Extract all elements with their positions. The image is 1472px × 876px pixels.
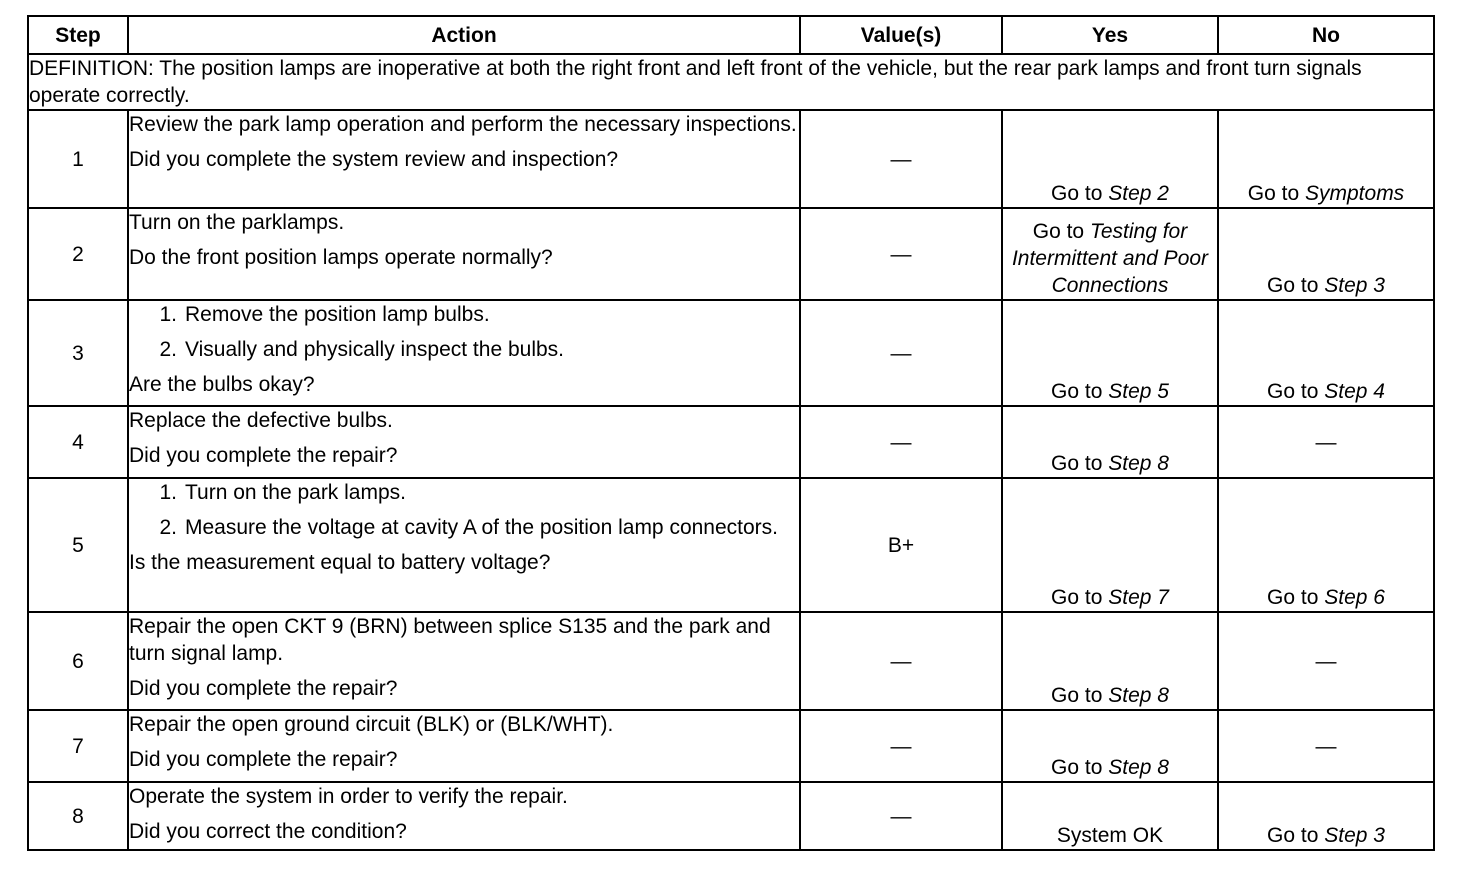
table-row bbox=[28, 406, 1434, 478]
header-yes: Yes bbox=[1002, 16, 1218, 54]
no-prefix: Go to bbox=[1267, 274, 1325, 297]
yes-cell bbox=[1002, 710, 1218, 782]
value-cell: — bbox=[800, 300, 1002, 406]
value-cell: — bbox=[800, 208, 1002, 300]
value-cell: — bbox=[800, 612, 1002, 710]
action-question: Are the bulbs okay? bbox=[129, 373, 315, 396]
substep-item bbox=[129, 336, 799, 363]
yes-reference: Step 8 bbox=[1108, 756, 1169, 779]
table-row bbox=[28, 110, 1434, 208]
table-row bbox=[28, 478, 1434, 612]
table-row bbox=[28, 612, 1434, 710]
value-cell: — bbox=[800, 406, 1002, 478]
substep-item bbox=[129, 301, 799, 328]
yes-prefix: Go to bbox=[1051, 380, 1109, 403]
no-cell bbox=[1218, 110, 1434, 208]
table-row bbox=[28, 300, 1434, 406]
substep-number: 1. bbox=[159, 481, 177, 504]
value-cell: — bbox=[800, 710, 1002, 782]
no-reference: Step 3 bbox=[1324, 824, 1385, 847]
table-row bbox=[28, 208, 1434, 300]
substep-number: 1. bbox=[159, 303, 177, 326]
yes-reference: Step 8 bbox=[1108, 684, 1169, 707]
action-cell bbox=[128, 208, 800, 300]
yes-prefix: Go to bbox=[1051, 756, 1109, 779]
no-cell: — bbox=[1218, 406, 1434, 478]
substep-item bbox=[129, 479, 799, 506]
action-text: Operate the system in order to verify the repair. bbox=[129, 785, 568, 808]
substep-number: 2. bbox=[159, 338, 177, 361]
step-number: 4 bbox=[28, 406, 128, 478]
yes-prefix: Go to bbox=[1032, 220, 1090, 243]
header-values: Value(s) bbox=[800, 16, 1002, 54]
action-text: Repair the open CKT 9 (BRN) between splice S135 and the park and turn signal lamp. bbox=[129, 615, 771, 665]
yes-cell bbox=[1002, 300, 1218, 406]
step-number: 1 bbox=[28, 110, 128, 208]
action-cell bbox=[128, 110, 800, 208]
no-reference: Step 6 bbox=[1324, 586, 1385, 609]
substep-item bbox=[129, 514, 799, 541]
definition-text: DEFINITION: The position lamps are inoperative at both the right front and left front of the vehicle, but the rear park lamps and front turn signals operate correctly. bbox=[28, 54, 1434, 110]
yes-cell bbox=[1002, 208, 1218, 300]
yes-cell bbox=[1002, 110, 1218, 208]
header-step: Step bbox=[28, 16, 128, 54]
yes-prefix: Go to bbox=[1051, 452, 1109, 475]
no-reference: Step 4 bbox=[1324, 380, 1385, 403]
action-text: Turn on the parklamps. bbox=[129, 211, 345, 234]
action-cell bbox=[128, 710, 800, 782]
step-number: 5 bbox=[28, 478, 128, 612]
action-question: Did you complete the repair? bbox=[129, 444, 398, 467]
yes-reference: Step 7 bbox=[1108, 586, 1169, 609]
header-action: Action bbox=[128, 16, 800, 54]
substep-text: Visually and physically inspect the bulbs. bbox=[185, 338, 564, 361]
substep-text: Turn on the park lamps. bbox=[185, 481, 406, 504]
step-number: 8 bbox=[28, 782, 128, 850]
no-cell: — bbox=[1218, 710, 1434, 782]
action-question: Did you complete the repair? bbox=[129, 748, 398, 771]
action-question: Do the front position lamps operate normally? bbox=[129, 246, 553, 269]
no-cell bbox=[1218, 782, 1434, 850]
diagnostic-table bbox=[27, 15, 1435, 851]
action-cell bbox=[128, 300, 800, 406]
yes-reference: Step 5 bbox=[1108, 380, 1169, 403]
yes-cell bbox=[1002, 478, 1218, 612]
action-question: Did you complete the system review and inspection? bbox=[129, 148, 619, 171]
yes-reference: Testing for Intermittent and Poor Connections bbox=[1011, 220, 1209, 297]
action-question: Did you complete the repair? bbox=[129, 677, 398, 700]
header-no: No bbox=[1218, 16, 1434, 54]
action-text: Replace the defective bulbs. bbox=[129, 409, 393, 432]
yes-reference: Step 2 bbox=[1108, 182, 1169, 205]
yes-prefix: Go to bbox=[1051, 586, 1109, 609]
no-cell bbox=[1218, 208, 1434, 300]
action-cell bbox=[128, 612, 800, 710]
yes-cell bbox=[1002, 406, 1218, 478]
no-reference: Step 3 bbox=[1324, 274, 1385, 297]
substep-list bbox=[129, 301, 799, 363]
definition-row bbox=[28, 54, 1434, 110]
yes-cell bbox=[1002, 612, 1218, 710]
table-row bbox=[28, 782, 1434, 850]
no-reference: Symptoms bbox=[1305, 182, 1405, 205]
substep-number: 2. bbox=[159, 516, 177, 539]
action-question: Did you correct the condition? bbox=[129, 820, 407, 843]
yes-prefix: Go to bbox=[1051, 684, 1109, 707]
action-question: Is the measurement equal to battery voltage? bbox=[129, 551, 551, 574]
no-cell bbox=[1218, 478, 1434, 612]
no-prefix: Go to bbox=[1267, 380, 1325, 403]
no-prefix: Go to bbox=[1267, 586, 1325, 609]
substep-list bbox=[129, 479, 799, 541]
action-cell bbox=[128, 782, 800, 850]
step-number: 6 bbox=[28, 612, 128, 710]
yes-prefix: Go to bbox=[1051, 182, 1109, 205]
table-row bbox=[28, 710, 1434, 782]
step-number: 3 bbox=[28, 300, 128, 406]
action-text: Repair the open ground circuit (BLK) or (BLK/WHT). bbox=[129, 713, 614, 736]
substep-text: Remove the position lamp bulbs. bbox=[185, 303, 490, 326]
no-cell: — bbox=[1218, 612, 1434, 710]
value-cell: B+ bbox=[800, 478, 1002, 612]
no-cell bbox=[1218, 300, 1434, 406]
action-cell bbox=[128, 406, 800, 478]
action-cell bbox=[128, 478, 800, 612]
step-number: 2 bbox=[28, 208, 128, 300]
substep-text: Measure the voltage at cavity A of the position lamp connectors. bbox=[185, 516, 779, 539]
step-number: 7 bbox=[28, 710, 128, 782]
value-cell: — bbox=[800, 110, 1002, 208]
no-prefix: Go to bbox=[1267, 824, 1325, 847]
yes-cell: System OK bbox=[1002, 782, 1218, 850]
header-row bbox=[28, 16, 1434, 54]
value-cell: — bbox=[800, 782, 1002, 850]
yes-reference: Step 8 bbox=[1108, 452, 1169, 475]
no-prefix: Go to bbox=[1247, 182, 1305, 205]
action-text: Review the park lamp operation and perform the necessary inspections. bbox=[129, 113, 797, 136]
